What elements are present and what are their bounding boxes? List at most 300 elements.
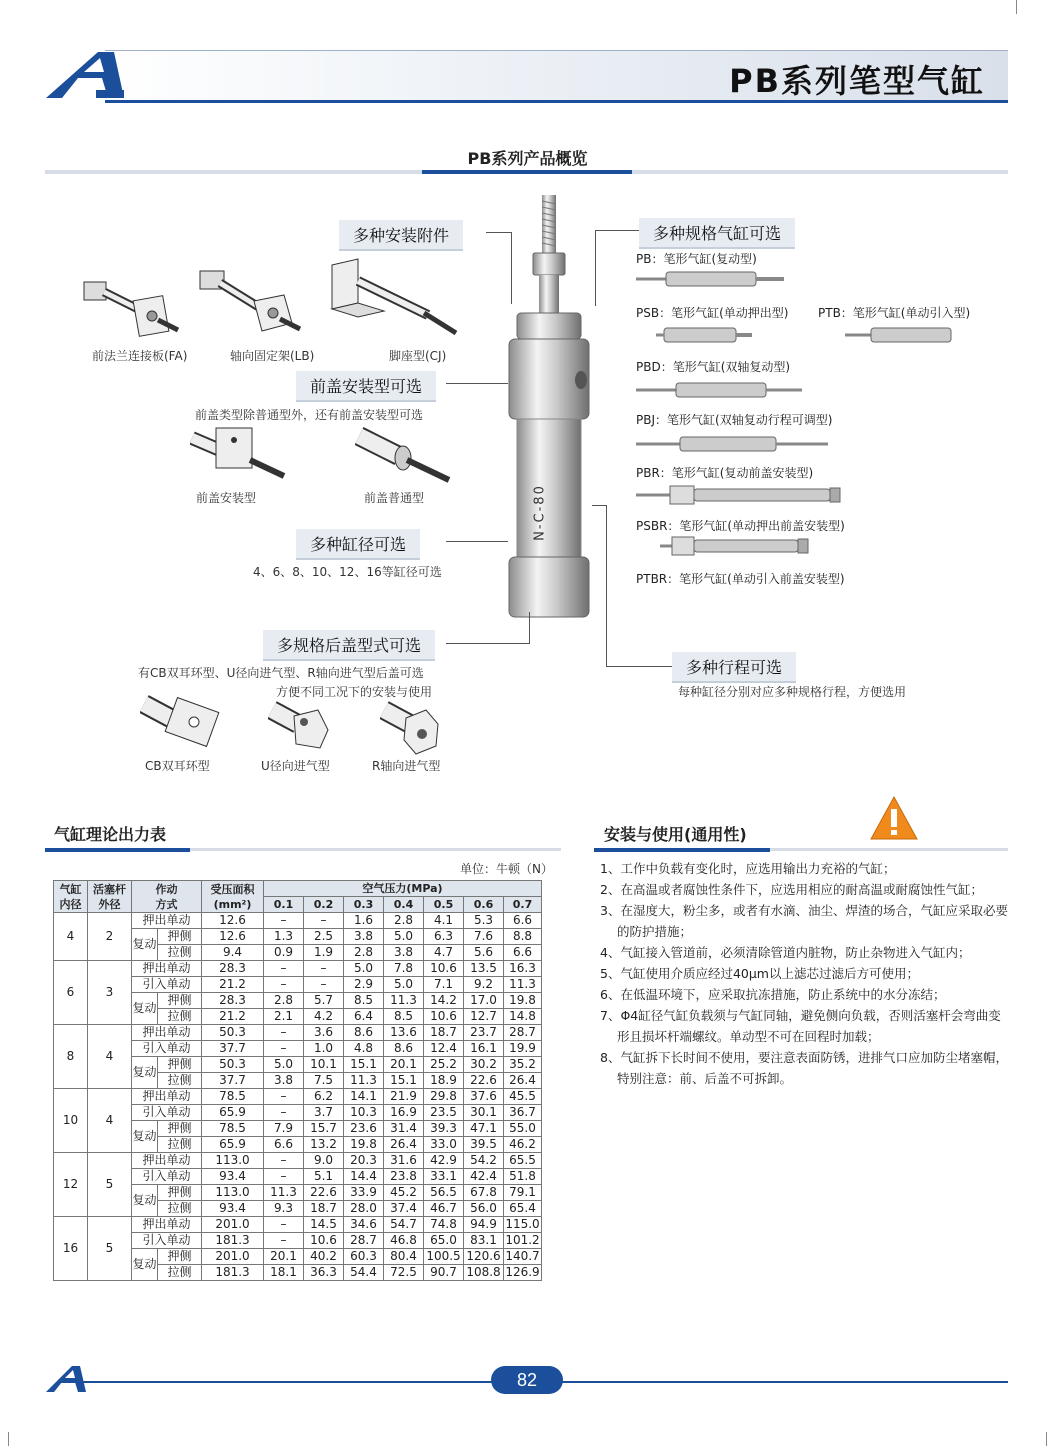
force-value-cell: 2.8 bbox=[264, 993, 304, 1009]
force-value-cell: 6.3 bbox=[424, 929, 464, 945]
force-value-cell: 40.2 bbox=[304, 1249, 344, 1265]
area-cell: 113.0 bbox=[202, 1153, 264, 1169]
force-value-cell: 25.2 bbox=[424, 1057, 464, 1073]
force-value-cell: 80.4 bbox=[384, 1249, 424, 1265]
mode-cell: 押出单动 bbox=[132, 913, 202, 929]
note-item: 3、在湿度大，粉尘多，或者有水滴、油尘、焊渣的场合，气缸应采取必要的防护措施； bbox=[600, 903, 1008, 939]
note-item: 6、在低温环境下，应采取抗冻措施，防止系统中的水分冻结； bbox=[600, 987, 946, 1002]
psbr-cylinder-icon bbox=[660, 535, 810, 557]
force-value-cell: 30.2 bbox=[464, 1057, 504, 1073]
page-number: 82 bbox=[491, 1366, 563, 1394]
force-value-cell: – bbox=[264, 1041, 304, 1057]
force-value-cell: 4.2 bbox=[304, 1009, 344, 1025]
force-value-cell: 39.3 bbox=[424, 1121, 464, 1137]
force-value-cell: 20.3 bbox=[344, 1153, 384, 1169]
force-value-cell: 54.4 bbox=[344, 1265, 384, 1281]
force-value-cell: 8.6 bbox=[384, 1041, 424, 1057]
force-value-cell: 31.6 bbox=[384, 1153, 424, 1169]
force-value-cell: 67.8 bbox=[464, 1185, 504, 1201]
force-value-cell: 28.7 bbox=[344, 1233, 384, 1249]
force-value-cell: 33.9 bbox=[344, 1185, 384, 1201]
header-pressure-value: 0.6 bbox=[464, 897, 504, 913]
force-value-cell: 79.1 bbox=[504, 1185, 542, 1201]
notes-list bbox=[600, 858, 1010, 1089]
mode-cell: 引入单动 bbox=[132, 1233, 202, 1249]
force-value-cell: 6.2 bbox=[304, 1089, 344, 1105]
force-value-cell: 16.9 bbox=[384, 1105, 424, 1121]
force-value-cell: 15.7 bbox=[304, 1121, 344, 1137]
leader-line bbox=[606, 505, 607, 666]
force-value-cell: 33.0 bbox=[424, 1137, 464, 1153]
mode-double-cell: 复动 bbox=[132, 1057, 158, 1089]
overview-title: PB系列产品概览 bbox=[467, 149, 588, 168]
pbj-cylinder-icon bbox=[636, 434, 836, 454]
force-value-cell: 8.5 bbox=[344, 993, 384, 1009]
force-value-cell: 13.2 bbox=[304, 1137, 344, 1153]
force-value-cell: 0.9 bbox=[264, 945, 304, 961]
force-value-cell: 45.2 bbox=[384, 1185, 424, 1201]
force-value-cell: – bbox=[264, 1169, 304, 1185]
rod-cell: 4 bbox=[88, 1089, 132, 1153]
accessory-label-cj: 脚座型(CJ) bbox=[389, 349, 447, 363]
force-value-cell: 18.7 bbox=[304, 1201, 344, 1217]
force-value-cell: 2.8 bbox=[344, 945, 384, 961]
force-value-cell: 6.6 bbox=[504, 913, 542, 929]
header-mode: 作动 方式 bbox=[132, 881, 202, 913]
header-pressure: 空气压力(MPa) bbox=[264, 881, 542, 897]
header-rod: 活塞杆 外径 bbox=[88, 881, 132, 913]
mode-cell: 引入单动 bbox=[132, 1169, 202, 1185]
force-value-cell: 20.1 bbox=[264, 1249, 304, 1265]
force-value-cell: – bbox=[264, 977, 304, 993]
force-value-cell: – bbox=[304, 913, 344, 929]
force-value-cell: 11.3 bbox=[504, 977, 542, 993]
force-value-cell: 11.3 bbox=[344, 1073, 384, 1089]
force-value-cell: 2.9 bbox=[344, 977, 384, 993]
force-value-cell: 42.9 bbox=[424, 1153, 464, 1169]
callout-front-cover: 前盖安装型可选 bbox=[296, 371, 436, 402]
rear-type-label-cb: CB双耳环型 bbox=[145, 759, 210, 773]
force-value-cell: 10.6 bbox=[304, 1233, 344, 1249]
force-value-cell: 3.8 bbox=[344, 929, 384, 945]
force-value-cell: 5.7 bbox=[304, 993, 344, 1009]
force-value-cell: 5.0 bbox=[264, 1057, 304, 1073]
force-value-cell: 3.6 bbox=[304, 1025, 344, 1041]
bore-cell: 10 bbox=[54, 1089, 88, 1153]
force-value-cell: 26.4 bbox=[384, 1137, 424, 1153]
note-item: 2、在高温或者腐蚀性条件下，应选用相应的耐高温或耐腐蚀性气缸； bbox=[600, 882, 983, 897]
front-type-label-standard: 前盖普通型 bbox=[364, 491, 425, 505]
force-value-cell: 36.3 bbox=[304, 1265, 344, 1281]
table-row bbox=[54, 1153, 542, 1169]
rod-cell: 2 bbox=[88, 913, 132, 961]
leader-line bbox=[446, 383, 508, 384]
area-cell: 50.3 bbox=[202, 1025, 264, 1041]
force-value-cell: 20.1 bbox=[384, 1057, 424, 1073]
force-value-cell: 72.5 bbox=[384, 1265, 424, 1281]
force-value-cell: – bbox=[264, 961, 304, 977]
mode-double-cell: 复动 bbox=[132, 929, 158, 961]
force-value-cell: 14.5 bbox=[304, 1217, 344, 1233]
force-value-cell: 8.5 bbox=[384, 1009, 424, 1025]
force-value-cell: 23.8 bbox=[384, 1169, 424, 1185]
force-value-cell: 39.5 bbox=[464, 1137, 504, 1153]
force-value-cell: 56.0 bbox=[464, 1201, 504, 1217]
force-value-cell: 31.4 bbox=[384, 1121, 424, 1137]
force-value-cell: 46.7 bbox=[424, 1201, 464, 1217]
force-value-cell: 11.3 bbox=[264, 1185, 304, 1201]
force-value-cell: 4.8 bbox=[344, 1041, 384, 1057]
force-value-cell: 4.1 bbox=[424, 913, 464, 929]
force-value-cell: 65.0 bbox=[424, 1233, 464, 1249]
stroke-desc: 每种缸径分别对应多种规格行程，方便选用 bbox=[678, 685, 907, 699]
force-value-cell: 18.1 bbox=[264, 1265, 304, 1281]
mode-double-cell: 复动 bbox=[132, 1185, 158, 1217]
force-value-cell: 55.0 bbox=[504, 1121, 542, 1137]
force-value-cell: 5.0 bbox=[384, 929, 424, 945]
force-value-cell: 90.7 bbox=[424, 1265, 464, 1281]
crop-mark bbox=[1016, 0, 1017, 14]
force-value-cell: 15.1 bbox=[384, 1073, 424, 1089]
callout-specs: 多种规格气缸可选 bbox=[639, 218, 795, 249]
force-value-cell: 9.3 bbox=[264, 1201, 304, 1217]
header-pressure-value: 0.1 bbox=[264, 897, 304, 913]
force-value-cell: 3.8 bbox=[264, 1073, 304, 1089]
force-value-cell: 13.6 bbox=[384, 1025, 424, 1041]
area-cell: 37.7 bbox=[202, 1041, 264, 1057]
area-cell: 9.4 bbox=[202, 945, 264, 961]
note-item: 8、气缸拆下长时间不使用，要注意表面防锈，进排气口应加防尘堵塞帽，特别注意：前、后盖不可拆卸。 bbox=[600, 1050, 1008, 1086]
cylinder-marking: N-C-80 bbox=[532, 484, 548, 541]
area-cell: 65.9 bbox=[202, 1137, 264, 1153]
force-value-cell: 18.9 bbox=[424, 1073, 464, 1089]
table-row bbox=[54, 1089, 542, 1105]
force-value-cell: 4.7 bbox=[424, 945, 464, 961]
force-value-cell: – bbox=[304, 961, 344, 977]
force-value-cell: 14.2 bbox=[424, 993, 464, 1009]
side-cell: 押侧 bbox=[158, 1057, 202, 1073]
force-value-cell: – bbox=[304, 977, 344, 993]
force-value-cell: 33.1 bbox=[424, 1169, 464, 1185]
bore-desc: 4、6、8、10、12、16等缸径可选 bbox=[253, 565, 442, 579]
force-value-cell: 12.4 bbox=[424, 1041, 464, 1057]
flange-plate-fa-icon bbox=[78, 270, 188, 340]
force-value-cell: 12.7 bbox=[464, 1009, 504, 1025]
header-bore: 气缸 内径 bbox=[54, 881, 88, 913]
force-value-cell: 15.1 bbox=[344, 1057, 384, 1073]
force-value-cell: – bbox=[264, 1217, 304, 1233]
table-row bbox=[54, 1217, 542, 1233]
side-cell: 拉侧 bbox=[158, 1265, 202, 1281]
ptb-cylinder-icon bbox=[845, 325, 960, 345]
force-value-cell: 2.1 bbox=[264, 1009, 304, 1025]
crop-mark bbox=[1046, 1432, 1047, 1446]
area-cell: 50.3 bbox=[202, 1057, 264, 1073]
force-value-cell: 5.0 bbox=[384, 977, 424, 993]
callout-stroke: 多种行程可选 bbox=[672, 652, 796, 683]
note-item: 1、工作中负载有变化时，应选用输出力充裕的气缸； bbox=[600, 861, 896, 876]
force-value-cell: 14.4 bbox=[344, 1169, 384, 1185]
table-row bbox=[54, 913, 542, 929]
product-pbd: PBD：笔形气缸(双轴复动型) bbox=[636, 360, 791, 374]
force-value-cell: 7.9 bbox=[264, 1121, 304, 1137]
force-value-cell: 19.8 bbox=[504, 993, 542, 1009]
accessory-label-fa: 前法兰连接板(FA) bbox=[92, 349, 188, 363]
force-value-cell: 10.6 bbox=[424, 1009, 464, 1025]
note-item: 4、气缸接入管道前，必须清除管道内脏物，防止杂物进入气缸内； bbox=[600, 945, 971, 960]
crop-mark bbox=[8, 1432, 9, 1446]
force-table bbox=[53, 880, 542, 1281]
force-value-cell: – bbox=[264, 913, 304, 929]
force-value-cell: 16.1 bbox=[464, 1041, 504, 1057]
mode-double-cell: 复动 bbox=[132, 1121, 158, 1153]
force-value-cell: 54.2 bbox=[464, 1153, 504, 1169]
force-value-cell: – bbox=[264, 1025, 304, 1041]
side-cell: 拉侧 bbox=[158, 1201, 202, 1217]
area-cell: 201.0 bbox=[202, 1249, 264, 1265]
bore-cell: 6 bbox=[54, 961, 88, 1025]
product-psbr: PSBR：笔形气缸(单动押出前盖安装型) bbox=[636, 519, 845, 533]
force-value-cell: 37.6 bbox=[464, 1089, 504, 1105]
side-cell: 押侧 bbox=[158, 1185, 202, 1201]
force-value-cell: 13.5 bbox=[464, 961, 504, 977]
leader-line bbox=[529, 612, 530, 643]
force-value-cell: 2.8 bbox=[384, 913, 424, 929]
force-value-cell: 65.4 bbox=[504, 1201, 542, 1217]
product-psb: PSB：笔形气缸(单动押出型) bbox=[636, 306, 789, 320]
area-cell: 93.4 bbox=[202, 1201, 264, 1217]
force-value-cell: – bbox=[264, 1089, 304, 1105]
force-value-cell: 115.0 bbox=[505, 1217, 540, 1231]
force-value-cell: 54.7 bbox=[384, 1217, 424, 1233]
header-area: 受压面积 (mm²) bbox=[202, 881, 264, 913]
force-value-cell: 23.5 bbox=[424, 1105, 464, 1121]
force-value-cell: 28.0 bbox=[344, 1201, 384, 1217]
force-value-cell: 34.6 bbox=[344, 1217, 384, 1233]
u-radial-port-icon bbox=[268, 700, 338, 755]
force-value-cell: 46.2 bbox=[504, 1137, 542, 1153]
area-cell: 181.3 bbox=[202, 1233, 264, 1249]
force-value-cell: 1.0 bbox=[304, 1041, 344, 1057]
axial-bracket-lb-icon bbox=[196, 265, 306, 340]
force-value-cell: 5.0 bbox=[344, 961, 384, 977]
force-value-cell: 8.8 bbox=[504, 929, 542, 945]
mode-double-cell: 复动 bbox=[132, 1249, 158, 1281]
force-value-cell: 10.1 bbox=[304, 1057, 344, 1073]
force-value-cell: 23.7 bbox=[464, 1025, 504, 1041]
force-value-cell: 22.6 bbox=[464, 1073, 504, 1089]
notes-rule-accent bbox=[594, 848, 770, 852]
force-value-cell: 5.6 bbox=[464, 945, 504, 961]
mode-cell: 押出单动 bbox=[132, 961, 202, 977]
front-cover-desc: 前盖类型除普通型外，还有前盖安装型可选 bbox=[195, 408, 424, 422]
leader-line bbox=[595, 230, 596, 306]
force-value-cell: 1.6 bbox=[344, 913, 384, 929]
mode-cell: 引入单动 bbox=[132, 1041, 202, 1057]
force-value-cell: – bbox=[264, 1105, 304, 1121]
psb-cylinder-icon bbox=[656, 325, 756, 345]
rear-type-label-u: U径向进气型 bbox=[261, 759, 330, 773]
force-value-cell: 101.2 bbox=[505, 1233, 540, 1247]
front-standard-type-icon bbox=[355, 420, 455, 490]
rear-cover-desc-1: 有CB双耳环型、U径向进气型、R轴向进气型后盖可选 bbox=[138, 666, 424, 680]
header-pressure-value: 0.7 bbox=[504, 897, 542, 913]
force-value-cell: 108.8 bbox=[464, 1265, 504, 1281]
force-value-cell: 6.6 bbox=[264, 1137, 304, 1153]
callout-bore: 多种缸径可选 bbox=[296, 529, 420, 560]
area-cell: 93.4 bbox=[202, 1169, 264, 1185]
force-table-rule-accent bbox=[45, 848, 190, 852]
r-axial-port-icon bbox=[380, 700, 450, 760]
area-cell: 37.7 bbox=[202, 1073, 264, 1089]
overview-rule-accent bbox=[422, 170, 632, 174]
bore-cell: 8 bbox=[54, 1025, 88, 1089]
leader-line bbox=[595, 230, 639, 231]
force-value-cell: 6.6 bbox=[504, 945, 542, 961]
side-cell: 押侧 bbox=[158, 1121, 202, 1137]
pbd-cylinder-icon bbox=[636, 380, 806, 400]
side-cell: 拉侧 bbox=[158, 1009, 202, 1025]
leader-line bbox=[486, 232, 512, 233]
force-value-cell: 19.9 bbox=[504, 1041, 542, 1057]
force-value-cell: 26.4 bbox=[504, 1073, 542, 1089]
rear-cover-desc-2: 方便不同工况下的安装与使用 bbox=[276, 685, 433, 699]
force-value-cell: 3.8 bbox=[384, 945, 424, 961]
bore-cell: 16 bbox=[54, 1217, 88, 1281]
force-value-cell: 1.9 bbox=[304, 945, 344, 961]
force-value-cell: 83.1 bbox=[464, 1233, 504, 1249]
product-ptb: PTB：笔形气缸(单动引入型) bbox=[818, 306, 971, 320]
warning-icon bbox=[869, 795, 919, 841]
force-value-cell: 7.6 bbox=[464, 929, 504, 945]
mode-cell: 引入单动 bbox=[132, 1105, 202, 1121]
force-value-cell: 5.1 bbox=[304, 1169, 344, 1185]
note-item: 5、气缸使用介质应经过40μm以上滤芯过滤后方可使用； bbox=[600, 966, 919, 981]
mode-cell: 押出单动 bbox=[132, 1153, 202, 1169]
side-cell: 押侧 bbox=[158, 1249, 202, 1265]
area-cell: 181.3 bbox=[202, 1265, 264, 1281]
force-value-cell: 8.6 bbox=[344, 1025, 384, 1041]
force-table-title: 气缸理论出力表 bbox=[54, 825, 167, 844]
area-cell: 28.3 bbox=[202, 961, 264, 977]
force-value-cell: – bbox=[264, 1153, 304, 1169]
page-title: PB系列笔型气缸 bbox=[729, 62, 985, 100]
bore-cell: 12 bbox=[54, 1153, 88, 1217]
force-value-cell: 5.3 bbox=[464, 913, 504, 929]
leader-line bbox=[592, 505, 606, 506]
force-value-cell: 7.5 bbox=[304, 1073, 344, 1089]
leader-line bbox=[511, 232, 512, 304]
force-value-cell: 65.5 bbox=[504, 1153, 542, 1169]
area-cell: 21.2 bbox=[202, 977, 264, 993]
leader-line bbox=[446, 643, 530, 644]
side-cell: 拉侧 bbox=[158, 1137, 202, 1153]
rod-cell: 4 bbox=[88, 1025, 132, 1089]
callout-rear-cover: 多规格后盖型式可选 bbox=[263, 630, 435, 661]
product-pbr: PBR：笔形气缸(复动前盖安装型) bbox=[636, 466, 814, 480]
force-value-cell: 18.7 bbox=[424, 1025, 464, 1041]
mode-double-cell: 复动 bbox=[132, 993, 158, 1025]
area-cell: 113.0 bbox=[202, 1185, 264, 1201]
force-value-cell: 3.7 bbox=[304, 1105, 344, 1121]
force-value-cell: 9.0 bbox=[304, 1153, 344, 1169]
bore-cell: 4 bbox=[54, 913, 88, 961]
force-value-cell: 9.2 bbox=[464, 977, 504, 993]
side-cell: 押侧 bbox=[158, 929, 202, 945]
rod-cell: 3 bbox=[88, 961, 132, 1025]
force-value-cell: 100.5 bbox=[424, 1249, 464, 1265]
force-value-cell: 21.9 bbox=[384, 1089, 424, 1105]
product-ptbr: PTBR：笔形气缸(单动引入前盖安装型) bbox=[636, 572, 845, 586]
force-value-cell: 56.5 bbox=[424, 1185, 464, 1201]
accessory-label-lb: 轴向固定架(LB) bbox=[230, 349, 315, 363]
force-value-cell: 94.9 bbox=[464, 1217, 504, 1233]
force-value-cell: 36.7 bbox=[504, 1105, 542, 1121]
mode-cell: 押出单动 bbox=[132, 1089, 202, 1105]
mode-cell: 押出单动 bbox=[132, 1025, 202, 1041]
force-value-cell: 17.0 bbox=[464, 993, 504, 1009]
cb-double-clevis-icon bbox=[140, 690, 230, 755]
force-value-cell: 74.8 bbox=[424, 1217, 464, 1233]
force-value-cell: 14.8 bbox=[504, 1009, 542, 1025]
header-pressure-value: 0.5 bbox=[424, 897, 464, 913]
table-row bbox=[54, 961, 542, 977]
force-value-cell: 37.4 bbox=[384, 1201, 424, 1217]
front-mount-type-icon bbox=[190, 420, 290, 490]
area-cell: 28.3 bbox=[202, 993, 264, 1009]
force-value-cell: 2.5 bbox=[304, 929, 344, 945]
force-value-cell: 140.7 bbox=[505, 1249, 540, 1263]
force-value-cell: – bbox=[264, 1233, 304, 1249]
area-cell: 21.2 bbox=[202, 1009, 264, 1025]
force-value-cell: 45.5 bbox=[504, 1089, 542, 1105]
force-value-cell: 28.7 bbox=[504, 1025, 542, 1041]
force-value-cell: 11.3 bbox=[384, 993, 424, 1009]
side-cell: 拉侧 bbox=[158, 945, 202, 961]
footer-logo-icon bbox=[44, 1364, 88, 1394]
force-value-cell: 10.6 bbox=[424, 961, 464, 977]
force-value-cell: 6.4 bbox=[344, 1009, 384, 1025]
pb-cylinder-icon bbox=[636, 268, 786, 290]
force-value-cell: 60.3 bbox=[344, 1249, 384, 1265]
leader-line bbox=[606, 666, 672, 667]
header-pressure-value: 0.3 bbox=[344, 897, 384, 913]
header-pressure-value: 0.2 bbox=[304, 897, 344, 913]
force-value-cell: 23.6 bbox=[344, 1121, 384, 1137]
force-value-cell: 1.3 bbox=[264, 929, 304, 945]
area-cell: 201.0 bbox=[202, 1217, 264, 1233]
force-value-cell: 14.1 bbox=[344, 1089, 384, 1105]
force-value-cell: 22.6 bbox=[304, 1185, 344, 1201]
force-value-cell: 51.8 bbox=[504, 1169, 542, 1185]
leader-line bbox=[446, 541, 508, 542]
force-value-cell: 10.3 bbox=[344, 1105, 384, 1121]
force-value-cell: 46.8 bbox=[384, 1233, 424, 1249]
table-row bbox=[54, 1025, 542, 1041]
notes-title: 安装与使用(通用性) bbox=[604, 825, 747, 844]
area-cell: 12.6 bbox=[202, 929, 264, 945]
force-value-cell: 16.3 bbox=[504, 961, 542, 977]
rod-cell: 5 bbox=[88, 1153, 132, 1217]
force-value-cell: 30.1 bbox=[464, 1105, 504, 1121]
area-cell: 65.9 bbox=[202, 1105, 264, 1121]
force-value-cell: 35.2 bbox=[504, 1057, 542, 1073]
product-pb: PB：笔形气缸(复动型) bbox=[636, 252, 757, 266]
mode-cell: 押出单动 bbox=[132, 1217, 202, 1233]
force-value-cell: 29.8 bbox=[424, 1089, 464, 1105]
product-pbj: PBJ：笔形气缸(双轴复动行程可调型) bbox=[636, 413, 833, 427]
force-value-cell: 126.9 bbox=[505, 1265, 540, 1279]
